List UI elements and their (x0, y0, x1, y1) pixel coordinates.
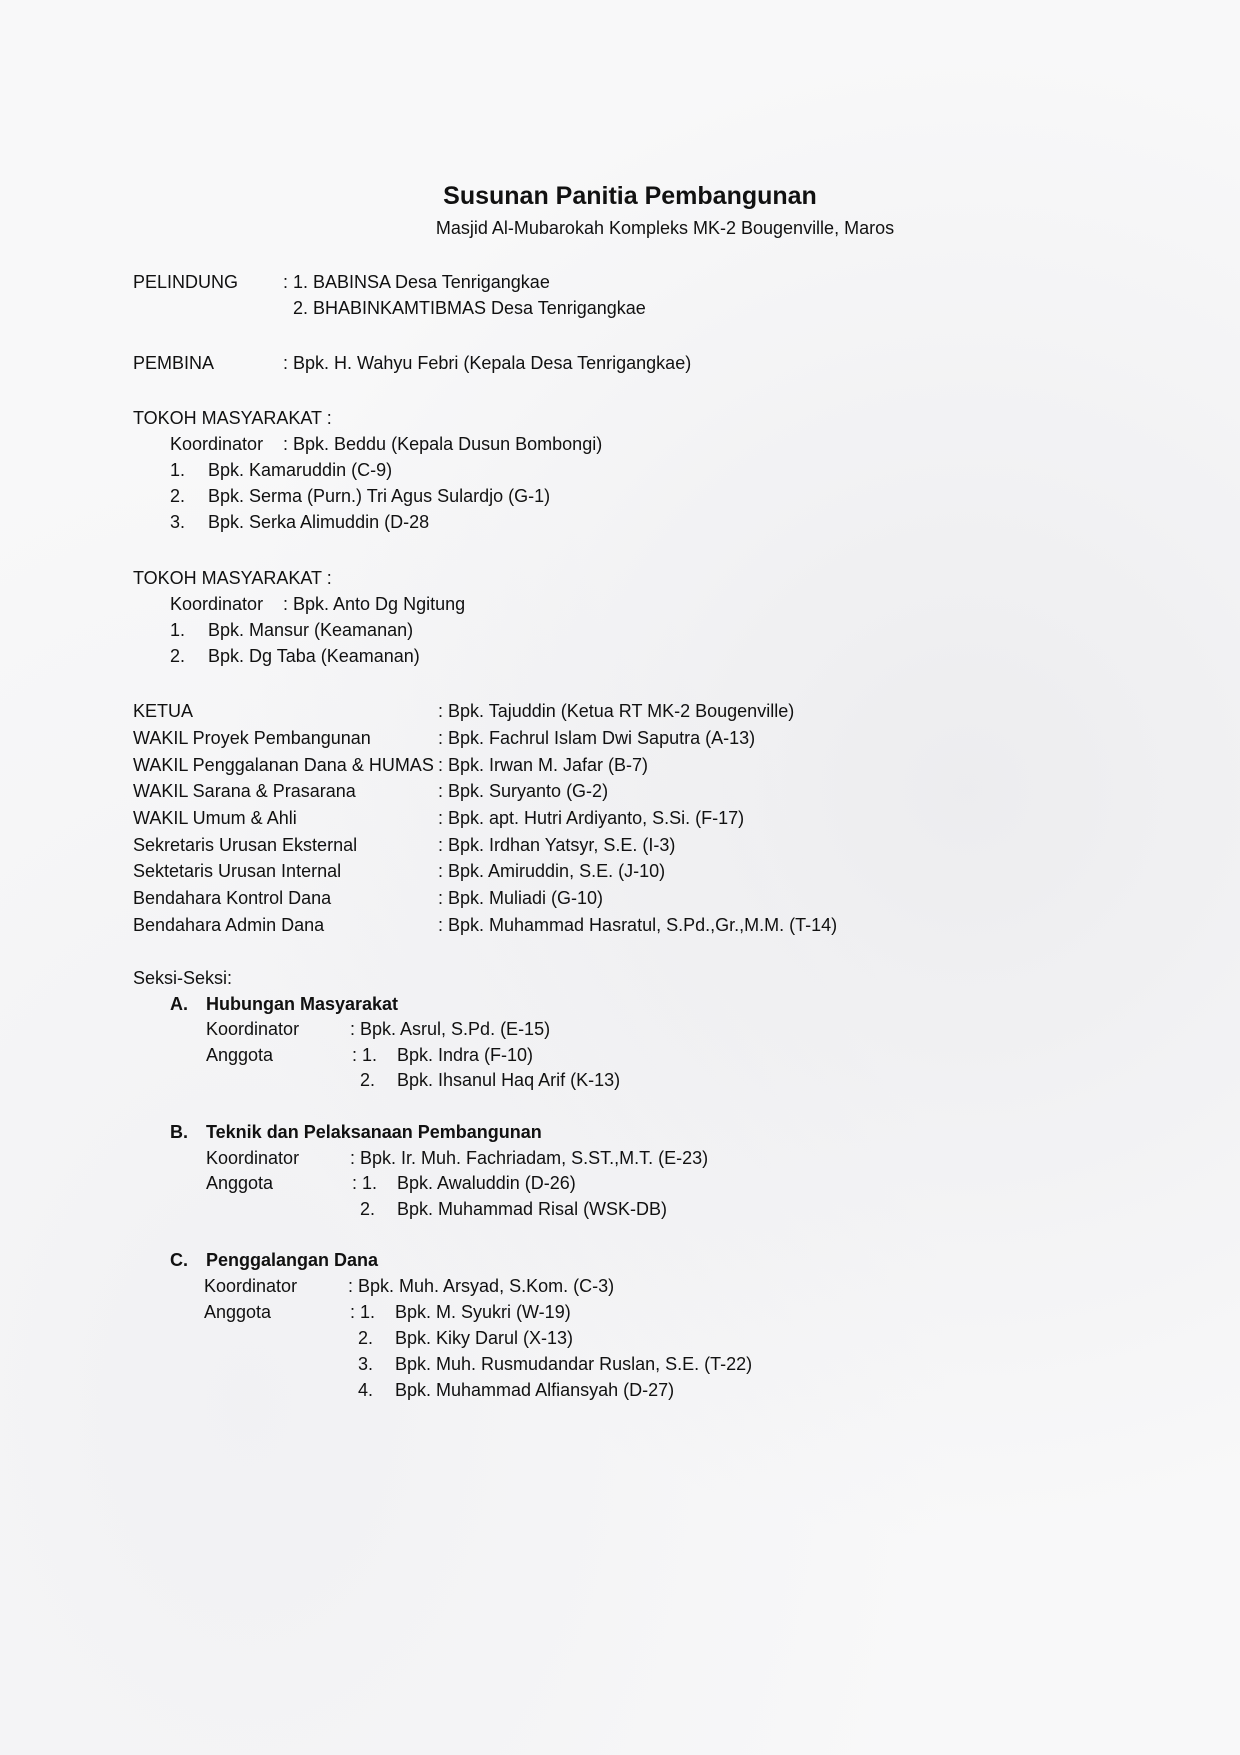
role-value: : Bpk. Irwan M. Jafar (B-7) (438, 755, 649, 775)
role-value: : Bpk. Muliadi (G-10) (438, 888, 604, 908)
list-item: 2. Bpk. Kiky Darul (X-13) (358, 1328, 574, 1348)
role-label: KETUA (133, 701, 194, 721)
section-c-anggota-label: Anggota (204, 1302, 272, 1322)
role-label: WAKIL Umum & Ahli (133, 808, 297, 828)
list-item: 3. Bpk. Serka Alimuddin (D-28 (170, 512, 430, 532)
role-value: : Bpk. Irdhan Yatsyr, S.E. (I-3) (438, 835, 676, 855)
section-a-title: A. Hubungan Masyarakat (170, 994, 399, 1014)
role-label: Sekretaris Urusan Eksternal (133, 835, 358, 855)
role-value: : Bpk. Muhammad Hasratul, S.Pd.,Gr.,M.M. (T-14) (438, 915, 838, 935)
role-value: : Bpk. Fachrul Islam Dwi Saputra (A-13) (438, 728, 756, 748)
tokoh2-koordinator-label: Koordinator (170, 594, 264, 614)
list-item: 2. Bpk. Ihsanul Haq Arif (K-13) (360, 1070, 621, 1090)
pelindung-item-2: 2. BHABINKAMTIBMAS Desa Tenrigangkae (293, 298, 646, 318)
list-item: : 1. Bpk. M. Syukri (W-19) (350, 1302, 571, 1322)
list-item: 1. Bpk. Mansur (Keamanan) (170, 620, 414, 640)
pelindung-label: PELINDUNG (133, 272, 239, 292)
list-item: : 1. Bpk. Indra (F-10) (352, 1045, 534, 1065)
list-item: : 1. Bpk. Awaluddin (D-26) (352, 1173, 576, 1193)
tokoh1-koordinator-value: : Bpk. Beddu (Kepala Dusun Bombongi) (283, 434, 603, 454)
list-item: 2. Bpk. Serma (Purn.) Tri Agus Sulardjo (G-1) (170, 486, 551, 506)
role-label: Bendahara Kontrol Dana (133, 888, 332, 908)
role-value: : Bpk. Tajuddin (Ketua RT MK-2 Bougenville) (438, 701, 795, 721)
document-subtitle: Masjid Al-Mubarokah Kompleks MK-2 Bougenville, Maros (435, 218, 895, 238)
tokoh1-koordinator-label: Koordinator (170, 434, 264, 454)
tokoh-heading-1: TOKOH MASYARAKAT : (133, 408, 332, 428)
pembina-label: PEMBINA (133, 353, 215, 373)
pelindung-item-1: 1. BABINSA Desa Tenrigangkae (293, 272, 550, 292)
section-a-koordinator-label: Koordinator (206, 1019, 300, 1039)
role-label: WAKIL Penggalanan Dana & HUMAS (133, 755, 434, 775)
list-item: 2. Bpk. Muhammad Risal (WSK-DB) (360, 1199, 668, 1219)
list-item: 2. Bpk. Dg Taba (Keamanan) (170, 646, 420, 666)
role-value: : Bpk. apt. Hutri Ardiyanto, S.Si. (F-17) (438, 808, 745, 828)
section-c-koordinator-label: Koordinator (204, 1276, 298, 1296)
list-item: 1. Bpk. Kamaruddin (C-9) (170, 460, 393, 480)
section-b-title: B. Teknik dan Pelaksanaan Pembangunan (170, 1122, 542, 1142)
tokoh-heading-2: TOKOH MASYARAKAT : (133, 568, 332, 588)
role-label: WAKIL Sarana & Prasarana (133, 781, 356, 801)
role-value: : Bpk. Suryanto (G-2) (438, 781, 609, 801)
pembina-value: : Bpk. H. Wahyu Febri (Kepala Desa Tenrigangkae) (283, 353, 692, 373)
list-item: 4. Bpk. Muhammad Alfiansyah (D-27) (358, 1380, 675, 1400)
list-item: 3. Bpk. Muh. Rusmudandar Ruslan, S.E. (T-22) (358, 1354, 753, 1374)
section-b-koordinator-label: Koordinator (206, 1148, 300, 1168)
section-c-title: C. Penggalangan Dana (170, 1250, 379, 1270)
section-a-koordinator-value: : Bpk. Asrul, S.Pd. (E-15) (350, 1019, 551, 1039)
section-a-anggota-label: Anggota (206, 1045, 274, 1065)
role-label: Bendahara Admin Dana (133, 915, 325, 935)
role-label: Sektetaris Urusan Internal (133, 861, 342, 881)
section-c-koordinator-value: : Bpk. Muh. Arsyad, S.Kom. (C-3) (348, 1276, 615, 1296)
tokoh2-koordinator-value: : Bpk. Anto Dg Ngitung (283, 594, 466, 614)
role-value: : Bpk. Amiruddin, S.E. (J-10) (438, 861, 666, 881)
section-b-koordinator-value: : Bpk. Ir. Muh. Fachriadam, S.ST.,M.T. (E-23) (350, 1148, 709, 1168)
document-title: Susunan Panitia Pembangunan (443, 182, 817, 210)
seksi-heading: Seksi-Seksi: (133, 968, 233, 988)
section-b-anggota-label: Anggota (206, 1173, 274, 1193)
role-label: WAKIL Proyek Pembangunan (133, 728, 371, 748)
pelindung-separator: : (283, 272, 289, 292)
